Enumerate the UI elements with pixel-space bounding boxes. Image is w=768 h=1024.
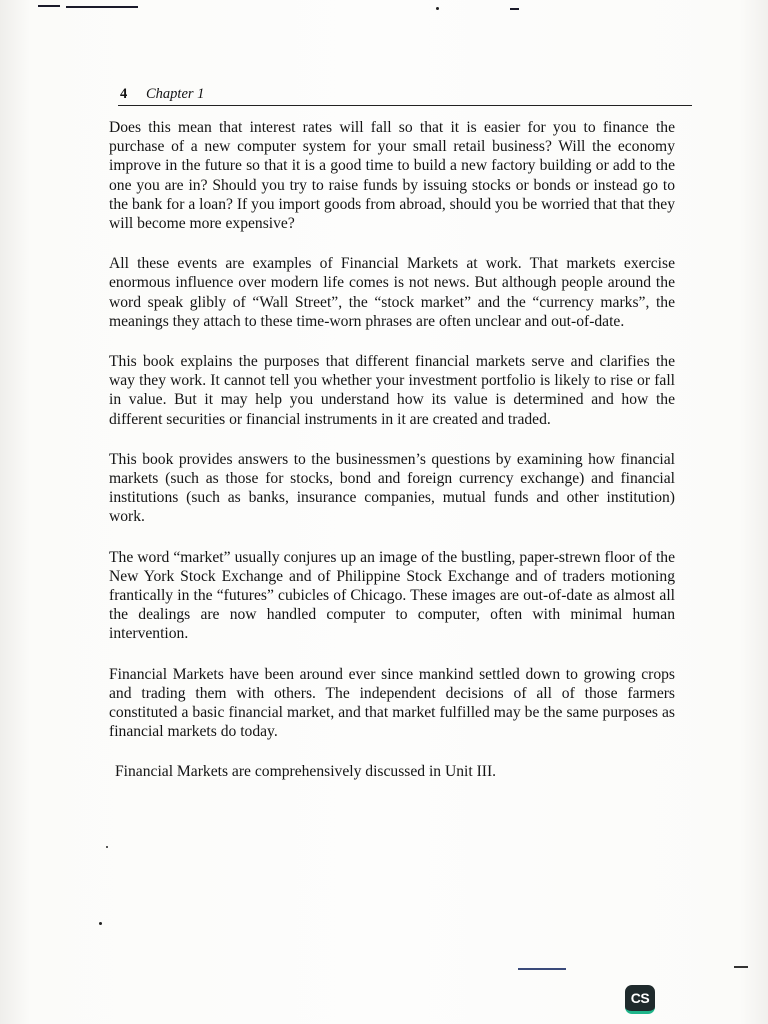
scan-speck	[99, 922, 102, 925]
body-text	[109, 118, 675, 803]
scan-artifact-bottom-right	[734, 966, 748, 968]
paragraph-interest-rates: Does this mean that interest rates will fall so that it is easier for you to finance the purchase of a new computer system for your small retail business? Will the economy improve in the future so that it is a good time to build a new factory building or add to the one you are in? Should you try to raise funds by issuing stocks or bonds or instead go to the bank for a loan? If you import goods from abroad, should you be worried that that they will become more expensive?	[109, 119, 675, 233]
paragraph-book-answers: This book provides answers to the businessmen’s questions by examining how financial markets (such as those for stocks, bond and foreign currency exchange) and financial institutions (such as banks, insurance companies, mutual funds and other institution) work.	[109, 450, 675, 526]
scan-speck	[106, 846, 108, 848]
chapter-title: Chapter 1	[146, 86, 205, 102]
camscanner-logo-badge: CS	[625, 985, 655, 1014]
running-header	[118, 85, 692, 106]
scan-artifact-bottom	[518, 968, 566, 970]
scan-artifact-dot	[436, 7, 439, 10]
paragraph-unit-reference: Financial Markets are comprehensively discussed in Unit III.	[115, 763, 497, 781]
scan-artifact-top-right	[510, 8, 519, 10]
paragraph-book-purpose: This book explains the purposes that different financial markets serve and clarifies the way they work. It cannot tell you whether your investment portfolio is likely to rise or fall in value. But it may help you understand how its value is determined and how the different securities or financial instruments in it are created and traded.	[109, 353, 675, 428]
scan-artifact-top-left-long	[66, 6, 138, 8]
paragraph-financial-markets-at-work: All these events are examples of Financial Markets at work. That markets exercise enormous influence over modern life comes is not news. But although people around the word speak glibly of “Wall Street”, the “stock market” and the “currency marks”, the meanings they attach to these time-worn phrases are often unclear and out-of-date.	[109, 255, 675, 330]
page-number: 4	[120, 86, 128, 102]
paragraph-history: Financial Markets have been around ever since mankind settled down to growing crops and trading them with others. The independent decisions of all of those farmers constituted a basic financial market, and that market fulfilled may be the same purposes as financial markets do today.	[109, 665, 675, 741]
scan-artifact-top-left	[38, 5, 60, 7]
paragraph-market-image: The word “market” usually conjures up an image of the bustling, paper-strewn floor of the New York Stock Exchange and of Philippine Stock Exchange and of traders motioning frantically in the “futures” cubicles of Chicago. These images are out-of-date as almost all the dealings are now handled computer to computer, often with minimal human intervention.	[109, 548, 675, 643]
